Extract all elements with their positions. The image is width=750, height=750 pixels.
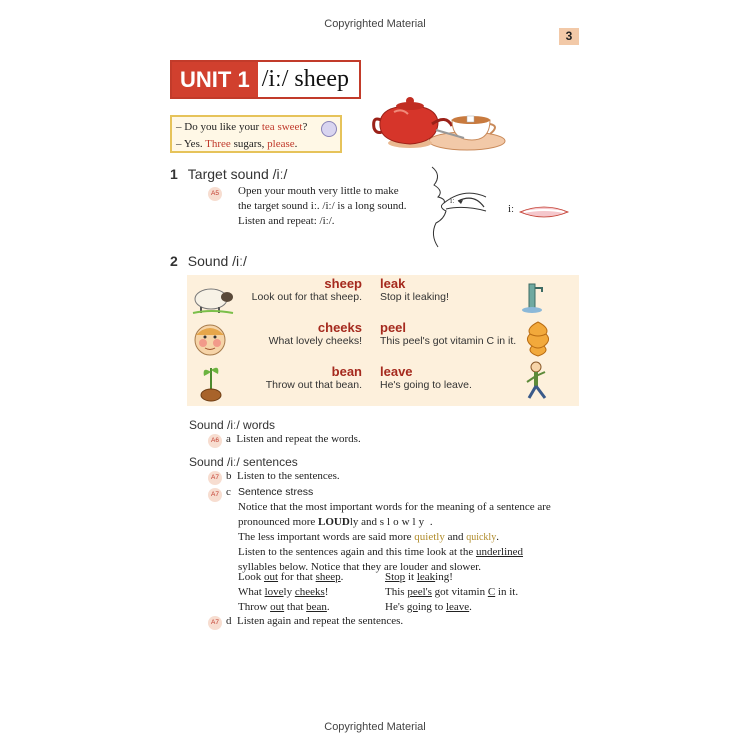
sound-word: leave bbox=[380, 364, 413, 379]
stress-text: Look bbox=[238, 571, 264, 583]
stressed-syllable: C bbox=[487, 586, 496, 598]
dialog-target-word: tea bbox=[261, 121, 275, 133]
dialog-target-word: sweet bbox=[277, 121, 303, 133]
word-row-2-right bbox=[380, 320, 540, 347]
dialog-text: – Do you like your bbox=[176, 121, 262, 133]
sentence-stress-title: Sentence stress bbox=[238, 486, 314, 498]
exercise-text: Listen to the sentences. bbox=[237, 470, 340, 482]
stress-text: for that bbox=[278, 571, 316, 583]
exercise-letter: b bbox=[226, 470, 232, 482]
instruction-line: Listen and repeat: /iː/. bbox=[238, 215, 335, 227]
section-1-number: 1 bbox=[170, 166, 178, 182]
sound-word: sheep bbox=[324, 276, 362, 291]
stressed-syllable: cheeks bbox=[294, 586, 325, 598]
exercise-a bbox=[226, 432, 361, 447]
dialog-target-word: Three bbox=[205, 138, 231, 150]
stress-text: got vitamin bbox=[431, 586, 488, 598]
slow-emphasis: slowly bbox=[379, 516, 428, 528]
stress-text: . bbox=[469, 601, 472, 613]
exercise-text: syllables below. Notice that they are louder and slower. bbox=[238, 561, 482, 573]
stress-sentence bbox=[385, 570, 518, 585]
stress-sentence bbox=[238, 600, 343, 615]
section-2-title: Sound /iː/ bbox=[187, 253, 247, 269]
stress-text: What bbox=[238, 586, 265, 598]
dialog-answer bbox=[176, 136, 340, 153]
stress-text: ly bbox=[283, 586, 295, 598]
exercise-text: Listen again and repeat the sentences. bbox=[237, 615, 404, 627]
stressed-syllable: bean bbox=[306, 601, 327, 613]
exercise-text: pronounced more bbox=[238, 516, 319, 528]
sugar-bowl-icon bbox=[321, 121, 337, 137]
stress-text: This bbox=[385, 586, 408, 598]
svg-text:iː: iː bbox=[450, 196, 455, 205]
lips-diagram bbox=[518, 204, 570, 220]
exercise-text: Notice that the most important words for the meaning of a sentence are bbox=[238, 501, 551, 513]
stressed-syllable: out bbox=[270, 601, 285, 613]
loud-emphasis: LOUD bbox=[318, 516, 350, 528]
orange-peel-icon bbox=[524, 320, 552, 358]
exercise-d bbox=[226, 614, 403, 629]
sound-sentence: This peel's got vitamin C in it. bbox=[380, 335, 517, 347]
unit-label: UNIT 1 bbox=[172, 62, 258, 97]
stress-sentence bbox=[238, 585, 343, 600]
man-leaving-icon bbox=[521, 360, 551, 402]
sound-word: peel bbox=[380, 320, 407, 335]
section-1-heading bbox=[170, 166, 287, 182]
stress-sentences-left bbox=[238, 570, 343, 615]
page-number: 3 bbox=[559, 28, 579, 45]
stressed-syllable: out bbox=[263, 571, 279, 583]
word-row-3-left bbox=[182, 364, 362, 391]
stressed-syllable: leak bbox=[416, 571, 436, 583]
exercise-text: ly and bbox=[349, 516, 380, 528]
stress-text: ing! bbox=[435, 571, 453, 583]
exercise-text: Listen to the sentences again and this time look at the bbox=[238, 546, 476, 558]
stressed-syllable: go bbox=[406, 601, 418, 613]
stress-text: He's bbox=[385, 601, 407, 613]
quiet-emphasis: quietly bbox=[414, 531, 445, 543]
teapot-illustration bbox=[372, 94, 508, 156]
unit-title-box bbox=[170, 60, 361, 99]
stressed-syllable: peel's bbox=[407, 586, 432, 598]
stressed-syllable: sheep bbox=[315, 571, 341, 583]
copyright-footer: Copyrighted Material bbox=[324, 721, 426, 733]
section-1-title: Target sound /iː/ bbox=[187, 166, 288, 182]
stress-sentence bbox=[385, 600, 518, 615]
stress-sentences-right bbox=[385, 570, 518, 615]
instruction-line: Open your mouth very little to make bbox=[238, 185, 399, 197]
dialog-target-word: please bbox=[267, 138, 295, 150]
exercise-text: . bbox=[427, 516, 433, 528]
stressed-syllable: leave bbox=[445, 601, 470, 613]
stress-text: that bbox=[284, 601, 307, 613]
stress-text: it bbox=[405, 571, 417, 583]
sound-word: cheeks bbox=[317, 320, 362, 335]
dialog-text: . bbox=[294, 138, 298, 150]
exercise-text: The less important words are said more bbox=[238, 531, 415, 543]
sound-word: leak bbox=[380, 276, 406, 291]
audio-track-icon[interactable]: A7 bbox=[208, 488, 222, 502]
dialog-box bbox=[170, 115, 342, 153]
sound-word: bean bbox=[331, 364, 362, 379]
exercise-c bbox=[238, 485, 583, 575]
mouth-label: iː bbox=[508, 203, 515, 215]
section-2-number: 2 bbox=[170, 253, 178, 269]
stress-text: . bbox=[340, 571, 344, 583]
stressed-syllable: Stop bbox=[385, 571, 406, 583]
exercise-letter: c bbox=[226, 486, 231, 498]
stress-text: ing to bbox=[417, 601, 446, 613]
word-row-1-left bbox=[182, 276, 362, 303]
sound-sentences-heading: Sound /iː/ sentences bbox=[189, 455, 298, 469]
exercise-letter: a bbox=[226, 433, 231, 445]
stressed-syllable: love bbox=[264, 586, 284, 598]
tap-icon bbox=[520, 280, 544, 314]
word-row-3-right bbox=[380, 364, 540, 391]
instruction-line: the target sound iː. /iː/ is a long sound. bbox=[238, 200, 407, 212]
stress-text: in it. bbox=[495, 586, 519, 598]
stress-text: . bbox=[326, 601, 330, 613]
sound-sentence: Stop it leaking! bbox=[380, 291, 449, 303]
exercise-text: and bbox=[444, 531, 467, 543]
audio-track-icon[interactable]: A7 bbox=[208, 616, 222, 630]
audio-track-icon[interactable]: A7 bbox=[208, 471, 222, 485]
dialog-question bbox=[176, 119, 340, 136]
quick-emphasis: quickly bbox=[466, 532, 497, 543]
section-1-instructions bbox=[238, 184, 428, 229]
section-2-heading bbox=[170, 253, 247, 269]
dialog-text: sugars, bbox=[230, 138, 268, 150]
sound-words-heading: Sound /iː/ words bbox=[189, 418, 276, 432]
exercise-text bbox=[238, 515, 583, 530]
audio-track-icon[interactable]: A5 bbox=[208, 187, 222, 201]
exercise-text bbox=[238, 545, 583, 560]
dialog-text: ? bbox=[302, 121, 308, 133]
stress-sentence bbox=[385, 585, 518, 600]
word-row-2-left bbox=[182, 320, 362, 347]
sound-sentence: Throw out that bean. bbox=[265, 379, 362, 391]
stress-text: Throw bbox=[238, 601, 271, 613]
exercise-c-letter bbox=[226, 485, 231, 500]
unit-title: /iː/ sheep bbox=[261, 66, 350, 92]
sound-sentence: He's going to leave. bbox=[380, 379, 472, 391]
exercise-text bbox=[238, 530, 583, 545]
exercise-b bbox=[226, 469, 340, 484]
audio-track-icon[interactable]: A6 bbox=[208, 434, 222, 448]
copyright-header: Copyrighted Material bbox=[324, 18, 426, 30]
sound-sentence: Look out for that sheep. bbox=[251, 291, 362, 303]
dialog-text: – Yes. bbox=[176, 138, 206, 150]
word-row-1-right bbox=[380, 276, 540, 303]
exercise-text: . bbox=[496, 531, 499, 543]
stress-text: ! bbox=[324, 586, 329, 598]
exercise-text: Listen and repeat the words. bbox=[236, 433, 361, 445]
sound-sentence: What lovely cheeks! bbox=[268, 335, 362, 347]
stress-sentence bbox=[238, 570, 343, 585]
exercise-letter: d bbox=[226, 615, 232, 627]
underlined-example: underlined bbox=[475, 546, 524, 558]
mouth-profile-diagram bbox=[424, 165, 504, 250]
